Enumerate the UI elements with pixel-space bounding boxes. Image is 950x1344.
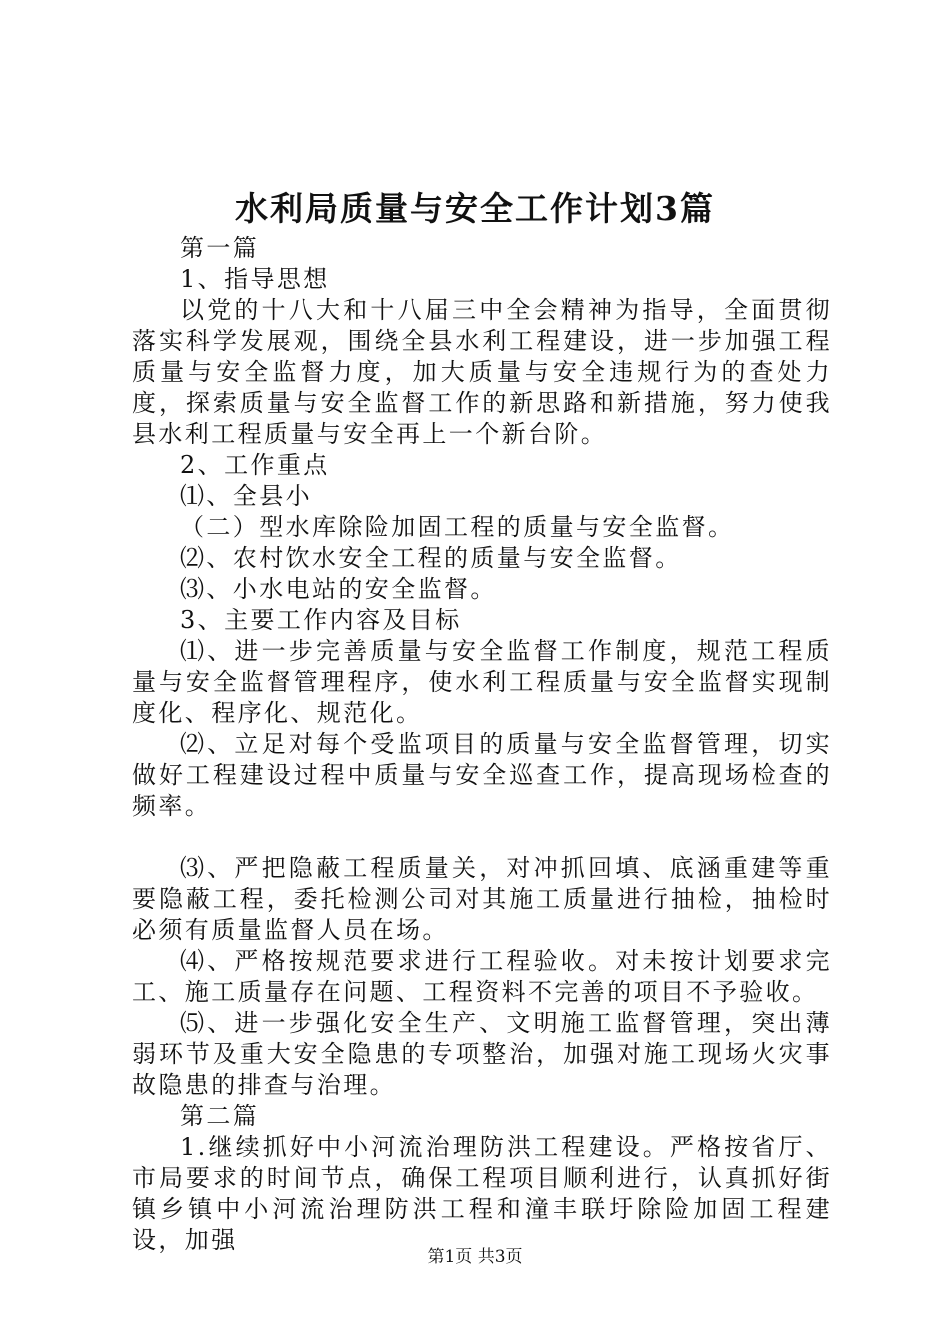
page-number-footer: 第1页 共3页 xyxy=(427,1247,523,1267)
document-title: 水利局质量与安全工作计划3篇 xyxy=(235,189,715,228)
paragraph: ⑴、全县小 xyxy=(180,482,312,510)
paragraph: ⑸、进一步强化安全生产、文明施工监督管理，突出薄弱环节及重大安全隐患的专项整治，加强对施工现场火灾事故隐患的排查与治理。 xyxy=(132,1009,832,1099)
paragraph-heading: 3、主要工作内容及目标 xyxy=(180,606,462,634)
section-heading-1: 第一篇 xyxy=(180,234,260,262)
paragraph: 以党的十八大和十八届三中全会精神为指导，全面贯彻落实科学发展观，围绕全县水利工程建设，进一步加强工程质量与安全监督力度，加大质量与安全违规行为的查处力度，探索质量与安全监督工作的新思路和新措施，努力使我县水利工程质量与安全再上一个新台阶。 xyxy=(132,296,832,448)
paragraph: ⑶、小水电站的安全监督。 xyxy=(180,575,497,603)
paragraph: ⑷、严格按规范要求进行工程验收。对未按计划要求完工、施工质量存在问题、工程资料不完善的项目不予验收。 xyxy=(132,947,832,1006)
paragraph: （二）型水库除险加固工程的质量与安全监督。 xyxy=(180,513,735,541)
paragraph: 1.继续抓好中小河流治理防洪工程建设。严格按省厅、市局要求的时间节点，确保工程项目顺利进行，认真抓好街镇乡镇中小河流治理防洪工程和潼丰联圩除险加固工程建设，加强 xyxy=(132,1133,832,1254)
paragraph: ⑵、农村饮水安全工程的质量与安全监督。 xyxy=(180,544,682,572)
paragraph: ⑴、进一步完善质量与安全监督工作制度，规范工程质量与安全监督管理程序，使水利工程质量与安全监督实现制度化、程序化、规范化。 xyxy=(132,637,832,727)
document-body xyxy=(132,233,832,1256)
paragraph-heading: 1、指导思想 xyxy=(180,265,330,293)
paragraph: ⑶、严把隐蔽工程质量关，对冲抓回填、底涵重建等重要隐蔽工程，委托检测公司对其施工质量进行抽检，抽检时必须有质量监督人员在场。 xyxy=(132,854,832,944)
section-heading-2: 第二篇 xyxy=(180,1102,260,1130)
paragraph: ⑵、立足对每个受监项目的质量与安全监督管理，切实做好工程建设过程中质量与安全巡查工作，提高现场检查的频率。 xyxy=(132,730,832,820)
paragraph-heading: 2、工作重点 xyxy=(180,451,330,479)
